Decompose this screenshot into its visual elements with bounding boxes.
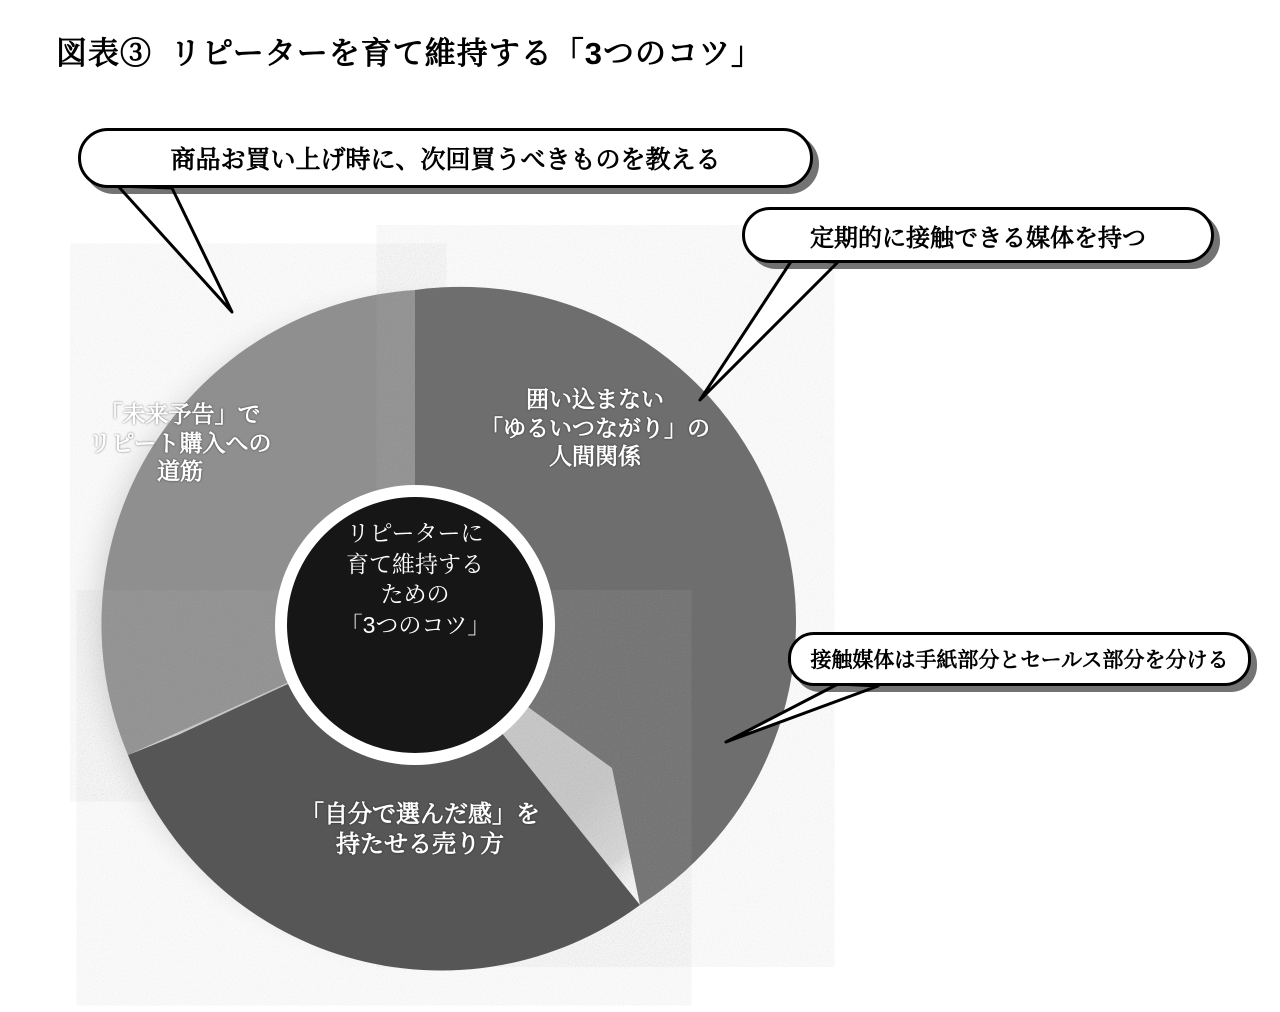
leader-line-1 [118,186,232,312]
leader-line-2 [700,260,838,400]
figure-title-text: リピーターを育て維持する「3つのコツ」 [170,36,763,71]
center-disc [287,497,543,753]
segment-label-future-forecast: 「未来予告」で リピート購入への 道筋 [88,401,272,485]
segment-label-self-chosen: 「自分で選んだ感」を 持たせる売り方 [300,801,540,858]
segment-label-loose-connection: 囲い込まない 「ゆるいつながり」の 人間関係 [480,386,710,470]
callout-regular-contact: 定期的に接触できる媒体を持つ [742,207,1214,263]
callout-split-media: 接触媒体は手紙部分とセールス部分を分ける [788,632,1251,686]
callout-next-purchase: 商品お買い上げ時に、次回買うべきものを教える [78,128,813,188]
center-label: リピーターに 育て維持する ための 「3つのコツ」 [339,520,491,638]
figure-number: 図表③ [56,36,152,71]
